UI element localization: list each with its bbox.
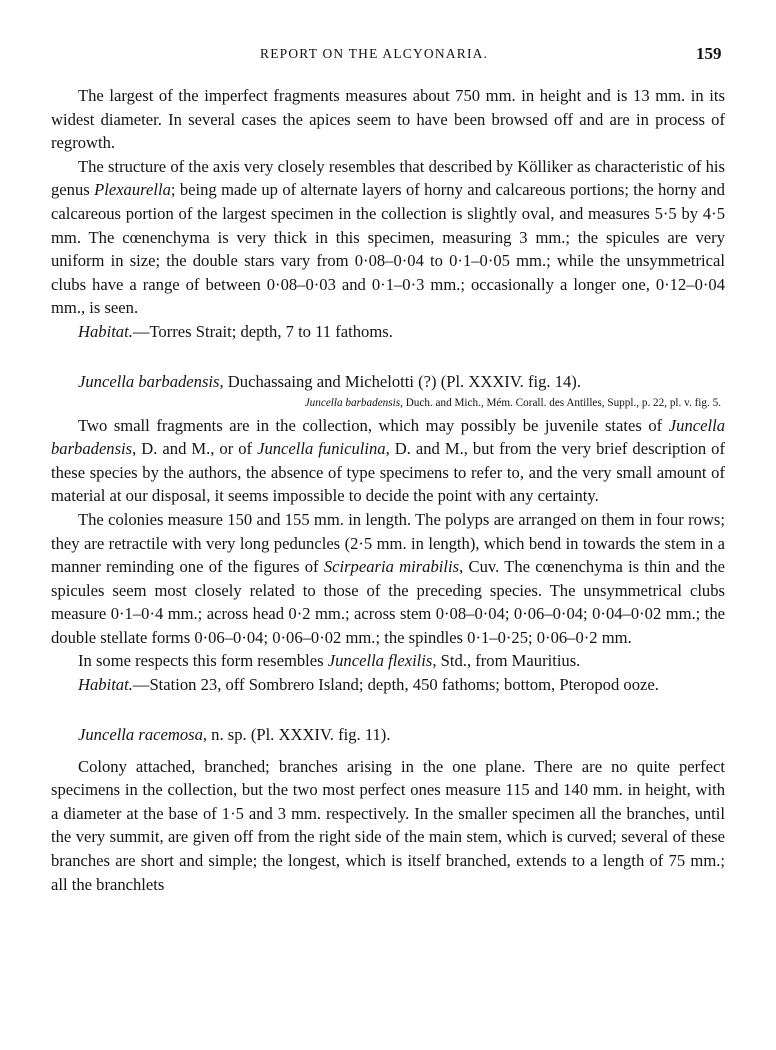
text-run: , Std., from Mauritius. bbox=[432, 651, 581, 671]
paragraph-fragments-juvenile bbox=[51, 414, 725, 508]
species-name: Juncella barbadensis bbox=[51, 415, 725, 459]
text-run: , D. and M., or of bbox=[132, 439, 258, 459]
text-run: In some respects this form resembles bbox=[78, 651, 328, 671]
page-number: 159 bbox=[696, 44, 722, 63]
habitat-text: —Station 23, off Sombrero Island; depth, 450 fathoms; bottom, Pteropod ooze. bbox=[132, 675, 659, 695]
species-name: Juncella racemosa bbox=[78, 724, 203, 744]
text-run: The structure of the axis very closely resembles that described by Kölliker as characteristic of his genus bbox=[51, 156, 725, 200]
page-header bbox=[0, 44, 776, 68]
species-heading-rest: , n. sp. (Pl. XXXIV. fig. 11). bbox=[202, 724, 391, 744]
species-name: Scirpearia mirabilis bbox=[323, 557, 460, 577]
species-name: Juncella flexilis bbox=[327, 651, 433, 671]
text-run: , Cuv. The cœnenchyma is thin and the spicules seem most closely related to those of the preceding species. The unsymmetrical clubs measure 0·1–0·4 mm.; across head 0·2 mm.; across stem 0·08–0·04; 0·06–0·04; 0·04–0·02 mm.; the double stellate forms 0·06–0·04; 0·06–0·02 mm.; the spindles 0·1–0·25; 0·06–0·2 mm. bbox=[51, 557, 725, 647]
spacer bbox=[51, 697, 725, 723]
text-run: The colonies measure 150 and 155 mm. in length. The polyps are arranged on them in four rows; they are retractile with very long peduncles (2·5 mm. in length), which bend in towards the stem in a manner reminding one of the figures of bbox=[51, 509, 725, 577]
species-name: Juncella funiculina bbox=[257, 439, 386, 459]
species-heading-racemosa bbox=[51, 723, 725, 747]
text-run: , D. and M., but from the very brief description of these species by the authors, the absence of type specimens to refer to, and the very small amount of material at our disposal, it seems impossible to decide the point with any certainty. bbox=[51, 439, 725, 506]
species-heading-rest: , Duchassaing and Michelotti (?) (Pl. XXXIV. fig. 14). bbox=[219, 371, 581, 391]
spacer bbox=[51, 344, 725, 370]
habitat-sombrero bbox=[51, 673, 725, 697]
habitat-torres-strait bbox=[51, 320, 725, 344]
running-head: REPORT ON THE ALCYONARIA. bbox=[260, 46, 489, 61]
paragraph-axis-structure bbox=[51, 155, 725, 320]
reference-text: , Duch. and Mich., Mém. Corall. des Antilles, Suppl., p. 22, pl. v. fig. 5. bbox=[400, 396, 721, 409]
genus-name: Plexaurella bbox=[94, 180, 171, 200]
habitat-label: Habitat. bbox=[78, 321, 133, 341]
species-name: Juncella barbadensis bbox=[78, 371, 220, 391]
habitat-text: —Torres Strait; depth, 7 to 11 fathoms. bbox=[132, 321, 393, 341]
spacer bbox=[51, 747, 725, 755]
text-run: ; being made up of alternate layers of horny and calcareous portions; the horny and calcareous portion of the largest specimen in the collection is slightly oval, and measures 5·5 by 4·5 mm. The cœnenchyma is very thick in this specimen, measuring 3 mm.; the spicules are very uniform in size; the double stars vary from 0·08–0·04 to 0·1–0·05 mm.; while the unsymmetrical clubs have a range of between 0·08–0·03 and 0·1–0·3 mm.; occasionally a longer one, 0·12–0·04 mm., is seen. bbox=[51, 180, 725, 318]
paragraph-colonies bbox=[51, 508, 725, 650]
reference-species-name: Juncella barbadensis bbox=[304, 396, 401, 409]
species-heading-barbadensis bbox=[51, 370, 725, 394]
body-text bbox=[51, 84, 725, 896]
paragraph-resemblance bbox=[51, 649, 725, 673]
habitat-label: Habitat. bbox=[78, 675, 133, 695]
text-run: Two small fragments are in the collection, which may possibly be juvenile states of bbox=[78, 415, 669, 435]
paragraph-colony-description: Colony attached, branched; branches arising in the one plane. There are no quite perfect specimens in the collection, but the two most perfect ones measure 115 and 140 mm. in height, with a diameter at the base of 1·5 and 3 mm. respectively. In the smaller specimen all the branches, until the very summit, are given off from the right side of the main stem, which is curved; several of these branches are short and simple; the longest, which is itself branched, extends to a length of 75 mm.; all the branchlets bbox=[51, 756, 725, 894]
species-reference bbox=[51, 394, 721, 412]
paragraph-fragments: The largest of the imperfect fragments measures about 750 mm. in height and is 13 mm. in its widest diameter. In several cases the apices seem to have been browsed off and are in process of regrowth. bbox=[51, 86, 725, 153]
